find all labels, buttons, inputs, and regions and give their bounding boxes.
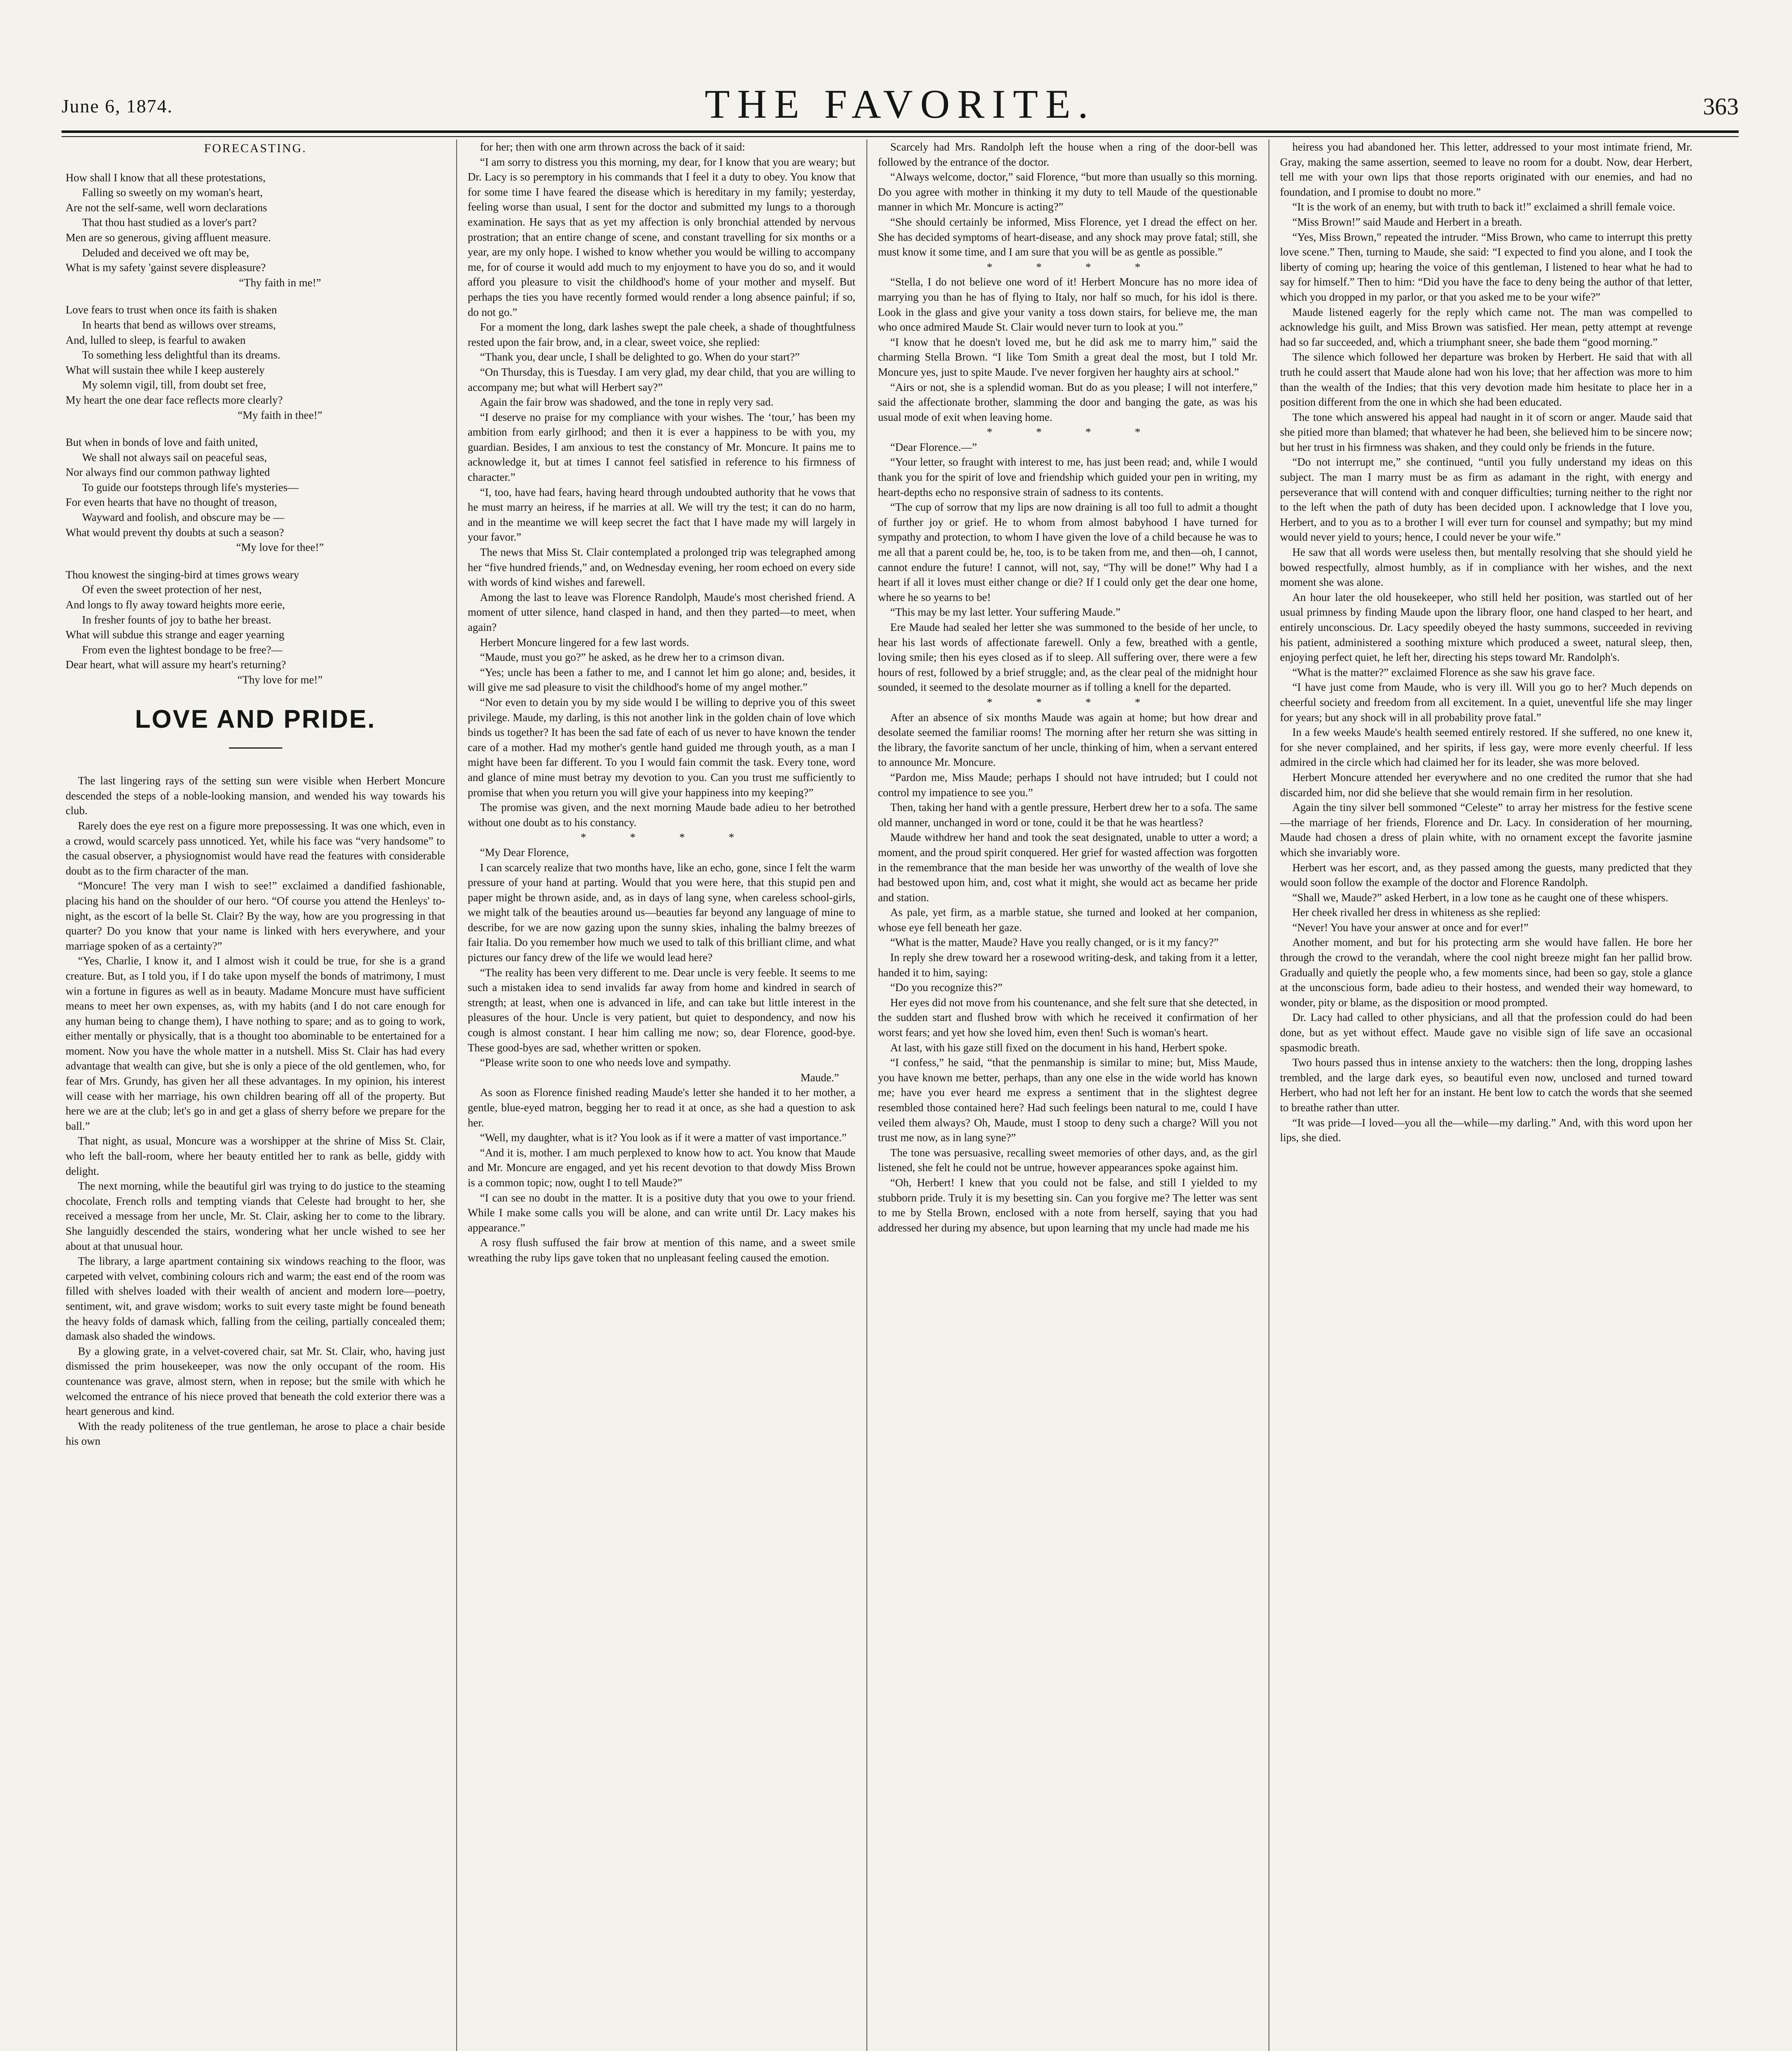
poem-stanza <box>66 170 445 290</box>
story-paragraph: Scarcely had Mrs. Randolph left the house when a ring of the door-bell was followed by the entrance of the doctor. <box>878 141 1257 168</box>
poem-line: What would prevent thy doubts at such a season? <box>66 526 284 539</box>
column-divider <box>456 139 457 2051</box>
issue-date: June 6, 1874. <box>62 96 173 116</box>
poem-line: And, lulled to sleep, is fearful to awaken <box>66 333 246 346</box>
story-paragraph: A rosy flush suffused the fair brow at mention of this name, and a sweet smile wreathing the ruby lips gave token that no unpleasant feeling caused the emotion. <box>468 1236 855 1264</box>
story-paragraph: After an absence of six months Maude was again at home; but how drear and desolate seemed the familiar rooms! The morning after her return she was sitting in the library, the favorite sanctum of her uncle, thinking of him, when a servant entered to announce Mr. Moncure. <box>878 711 1257 769</box>
title-rule <box>229 747 282 749</box>
story-paragraph: “Oh, Herbert! I knew that you could not be false, and still I yielded to my stubborn pride. Truly it is my besetting sin. Can you forgive me? The letter was sent to me by Stella Brown, enclosed with a note from herself, saying that you had addressed her during my absence, but upon learning that my uncle had made me his <box>878 1176 1257 1234</box>
poem-refrain: “My faith in thee!” <box>238 409 322 421</box>
section-break: * * * * <box>581 831 755 844</box>
story-paragraph: “Moncure! The very man I wish to see!” exclaimed a dandified fashionable, placing his hand on the shoulder of our hero. “Of course you attend the Henleys' to-night, as the escort of la belle St. Clair? By the way, how are you progressing in that quarter? Do you know that your name is linked with hers everywhere, and your marriage spoken of as a certainty?” <box>66 879 445 952</box>
poem-title: FORECASTING. <box>204 142 307 155</box>
story-paragraph: “Do not interrupt me,” she continued, “until you fully understand my ideas on this subject. The man I marry must be as firm as adamant in the right, with energy and perseverance that will contend with and conquer difficulties; turning neither to the right nor to the left when the path of duty has been decided upon. I acknowledge that I love you, Herbert, and to you as to a brother I will ever turn for counsel and sympathy; but my mind would never yield to yours; hence, I could never be your wife.” <box>1280 456 1692 544</box>
poem-line: My solemn vigil, till, from doubt set free, <box>82 379 266 391</box>
section-break: * * * * <box>987 696 1161 708</box>
story-paragraph: “Shall we, Maude?” asked Herbert, in a low tone as he caught one of these whispers. <box>1292 891 1669 904</box>
column-2-text <box>468 139 855 1265</box>
story-paragraph: The tone which answered his appeal had naught in it of scorn or anger. Maude said that she pitied more than blamed; that whatever he had been, she believed him to be sincere now; but her trust in his firmness was shaken, and they could only be friends in the future. <box>1280 411 1692 453</box>
poem-line: Love fears to trust when once its faith is shaken <box>66 304 277 316</box>
story-paragraph: “I can see no doubt in the matter. It is a positive duty that you owe to your friend. While I make some calls you will be alone, and can write until Dr. Lacy makes his appearance.” <box>468 1191 855 1234</box>
story-paragraph: “Airs or not, she is a splendid woman. But do as you please; I will not interfere,” said the affectionate brother, slamming the door and banging the gate, as was his usual mode of exit when leaving home. <box>878 381 1257 423</box>
story-paragraph: Her cheek rivalled her dress in whiteness as she replied: <box>1292 906 1541 919</box>
story-paragraph: The last lingering rays of the setting sun were visible when Herbert Moncure descended the steps of a noble-looking mansion, and wended his way towards his club. <box>66 774 445 817</box>
story-paragraph: “I deserve no praise for my compliance with your wishes. The ‘tour,’ has been my ambition from early girlhood; and then it is ever a happiness to be with you, my guardian. Besides, I am anxious to test the constancy of Mr. Moncure. It pains me to acknowledge it, but at times I cannot feel satisfied in reference to his firmness of character.” <box>468 411 855 484</box>
story-paragraph: Maude listened eagerly for the reply which came not. The man was compelled to acknowledge his guilt, and Miss Brown was satisfied. Her mean, petty attempt at revenge had so far succeeded, and, which a triumphant sneer, she bade them “good morning.” <box>1280 306 1692 348</box>
section-break: * * * * <box>987 260 1161 273</box>
poem-line: To guide our footsteps through life's mysteries— <box>82 481 299 493</box>
poem-line: In hearts that bend as willows over streams, <box>82 318 276 331</box>
story-paragraph: Then, taking her hand with a gentle pressure, Herbert drew her to a sofa. The same old manner, unchanged in word or tone, could it be that he was heartless? <box>878 801 1257 829</box>
story-paragraph: Rarely does the eye rest on a figure more prepossessing. It was one which, even in a crowd, would scarcely pass unnoticed. Yet, while his face was “very handsome” to the casual observer, a physiognomist would have read the features with considerable doubt as to the firm character of the man. <box>66 819 445 877</box>
poem-line: My heart the one dear face reflects more clearly? <box>66 393 283 406</box>
column-4 <box>1280 139 1692 2051</box>
story-paragraph: heiress you had abandoned her. This letter, addressed to your most intimate friend, Mr. Gray, making the same assertion, seemed to leave no room for a doubt. Now, dear Herbert, tell me with your own lips that those reports originated with our enemies, and had no foundation, and I promise to doubt no more.” <box>1280 141 1692 198</box>
story-paragraph: “Do you recognize this?” <box>890 981 1003 994</box>
poem-line: We shall not always sail on peaceful seas, <box>82 451 267 464</box>
story-paragraph: “Please write soon to one who needs love and sympathy. <box>480 1056 731 1069</box>
poem-line: And longs to fly away toward heights more eerie, <box>66 598 285 611</box>
story-paragraph: With the ready politeness of the true gentleman, he arose to place a chair beside his own <box>66 1420 445 1448</box>
story-paragraph: In reply she drew toward her a rosewood writing-desk, and taking from it a letter, handed it to him, saying: <box>878 951 1257 979</box>
story-paragraph: The tone was persuasive, recalling sweet memories of other days, and, as the girl listened, she felt he could not be untrue, however appearances spoke against him. <box>878 1146 1257 1174</box>
poem-line: In fresher founts of joy to bathe her breast. <box>82 613 272 626</box>
poem-line: But when in bonds of love and faith united, <box>66 436 258 449</box>
poem-line: Men are so generous, giving affluent measure. <box>66 231 271 244</box>
story-paragraph: The library, a large apartment containing six windows reaching to the floor, was carpeted with velvet, combining colours rich and warm; the east end of the room was filled with shelves loaded with their wealth of ancient and modern lore—poetry, sentiment, wit, and grave wisdom; works to suit every taste might be found beneath the heavy folds of damask which, falling from the ceiling, partially concealed them; damask also shaded the windows. <box>66 1255 445 1343</box>
story-paragraph: As pale, yet firm, as a marble statue, she turned and looked at her companion, whose eye fell beneath her gaze. <box>878 906 1257 934</box>
poem-stanza <box>66 302 445 423</box>
story-paragraph: “And it is, mother. I am much perplexed to know how to act. You know that Maude and Mr. Moncure are engaged, and yet his recent devotion to that dowdy Miss Brown is a common topic; now, ought I to tell Maude?” <box>468 1146 855 1189</box>
poem-body <box>66 170 445 687</box>
story-paragraph: “Yes, Miss Brown,” repeated the intruder. “Miss Brown, who came to interrupt this pretty love scene.” Then, turning to Maude, she said: “I expected to find you alone, and I took the liberty of coming up; hearing the voice of this gentleman, I listened to hear what he had to say for himself.” Then to him: “Did you have the face to deny being the author of that letter, which you dropped in my parlor, or that you asked me to be your wife?” <box>1280 231 1692 303</box>
story-paragraph: In a few weeks Maude's health seemed entirely restored. If she suffered, no one knew it, for she never complained, and her spirits, if less gay, were more evenly cheerful. If less admired in the circle which had claimed her for its leader, she was more beloved. <box>1280 726 1692 769</box>
poem-stanza <box>66 435 445 555</box>
story-paragraph: “I am sorry to distress you this morning, my dear, for I know that you are weary; but Dr. Lacy is so peremptory in his commands that I feel it a duty to obey. You know that for some time I have feared the disease which is hereditary in my family; yesterday, feeling worse than usual, I sent for the doctor and submitted my lungs to a thorough examination. He says that as yet my affection is only bronchial attended by nervous prostration; that an entire change of scene, and constant travelling for six months or a year, are my only hope. I wished to know whether you would be willing to accompany me, for of course it would add much to my enjoyment to have you do so, and it would afford you pleasure to visit the childhood's home of your mother and myself. But perhaps the ties you have recently formed would render a long absence painful; if so, do not go.” <box>468 155 855 318</box>
poem-line: Deluded and deceived we oft may be, <box>82 246 249 259</box>
masthead-rule-thin <box>62 136 1739 137</box>
column-4-text <box>1280 139 1692 1145</box>
story-paragraph: Another moment, and but for his protecting arm she would have fallen. He bore her through the crowd to the verandah, where the cool night breeze might fan her pallid brow. Gradually and quietly the people who, a few moments since, had been so gay, stole a glance at the unconscious form, bade adieu to their hostess, and wended their way homeward, to wonder, pity or blame, as the disposition or mood prompted. <box>1280 936 1692 1009</box>
story-paragraph: Again the tiny silver bell sommoned “Celeste” to array her mistress for the festive scene—the marriage of her friends, Florence and Dr. Lacy. In consideration of her mourning, Maude had chosen a dress of plain white, with no ornament except the favorite jasmine which she invariably wore. <box>1280 801 1692 859</box>
story-paragraph: “This may be my last letter. Your suffering Maude.” <box>890 606 1121 619</box>
column-1 <box>66 139 445 2051</box>
poem-line: How shall I know that all these protestations, <box>66 171 266 184</box>
poem-refrain: “Thy faith in me!” <box>239 276 321 289</box>
story-paragraph: At last, with his gaze still fixed on the document in his hand, Herbert spoke. <box>890 1041 1227 1054</box>
story-paragraph: “Thank you, dear uncle, I shall be delighted to go. When do your start?” <box>480 351 800 363</box>
story-paragraph: The promise was given, and the next morning Maude bade adieu to her betrothed without one doubt as to his constancy. <box>468 801 855 829</box>
poem-line: Are not the self-same, well worn declarations <box>66 201 267 214</box>
column-3 <box>878 139 1257 2051</box>
poem-refrain: “Thy love for me!” <box>237 674 323 686</box>
story-paragraph: Among the last to leave was Florence Randolph, Maude's most cherished friend. A moment of utter silence, hand clasped in hand, and then they parted—to meet, when again? <box>468 591 855 633</box>
story-paragraph: “Never! You have your answer at once and for ever!” <box>1292 921 1529 934</box>
story-paragraph: “The cup of sorrow that my lips are now draining is all too full to admit a thought of further joy or grief. He to whom from almost babyhood I have turned for sympathy and protection, to whom I have given the love of a child because he was to me all that a parent could be, he, too, is to be taken from me, and then—oh, I cannot, cannot endure the future! I cannot, will not, say, “Thy will be done!” Why had I a heart if all it loves must either change or die? If I could only get the dear one home, where he so yearns to be! <box>878 501 1257 603</box>
story-paragraph: “It was pride—I loved—you all the—while—my darling.” And, with this word upon her lips, she died. <box>1280 1116 1692 1144</box>
story-paragraph: “On Thursday, this is Tuesday. I am very glad, my dear child, that you are willing to accompany me; but what will Herbert say?” <box>468 365 855 393</box>
poem-line: From even the lightest bondage to be free?— <box>82 643 283 656</box>
poem-line: Of even the sweet protection of her nest, <box>82 583 262 596</box>
story-paragraph: “What is the matter?” exclaimed Florence as she saw his grave face. <box>1292 666 1595 678</box>
story-paragraph: “Maude, must you go?” he asked, as he drew her to a crimson divan. <box>480 651 785 664</box>
story-paragraph: “I, too, have had fears, having heard through undoubted authority that he vows that he must marry an heiress, if he marries at all. We will try the test; it can do no harm, and in the meantime we will keep secret the fact that I have made my will largely in your favor.” <box>468 486 855 544</box>
story-paragraph: “What is the matter, Maude? Have you really changed, or is it my fancy?” <box>890 936 1219 949</box>
poem-line: Falling so sweetly on my woman's heart, <box>82 186 263 199</box>
story-paragraph: “I confess,” he said, “that the penmanship is similar to mine; but, Miss Maude, you have known me better, perhaps, than any one else in the wide world has known me; have you ever heard me express a sentiment that in the slightest degree resembled those contained here? Had such feelings been natural to me, could I have veiled them always? Oh, Maude, must I stoop to deny such a charge? Will you not trust me now, as in lang syne?” <box>878 1056 1257 1144</box>
letter-salutation: “My Dear Florence, <box>480 846 569 859</box>
poem-line: Wayward and foolish, and obscure may be — <box>82 511 284 524</box>
story-paragraph: Again the fair brow was shadowed, and the tone in reply very sad. <box>480 396 774 409</box>
poem-line: Dear heart, what will assure my heart's returning? <box>66 658 286 671</box>
masthead-rule-thick <box>62 130 1739 133</box>
page-number: 363 <box>1703 93 1739 120</box>
poem-line: What is my safety 'gainst severe displeasure? <box>66 261 266 274</box>
story-paragraph: That night, as usual, Moncure was a worshipper at the shrine of Miss St. Clair, who left the ball-room, where her beauty entitled her to rank as belle, giddy with delight. <box>66 1135 445 1177</box>
story-paragraph: “Well, my daughter, what is it? You look as if it were a matter of vast importance.” <box>480 1131 847 1144</box>
story-paragraph: Ere Maude had sealed her letter she was summoned to the beside of her uncle, to hear his last words of affectionate farewell. Only a few, breathed with a gentle, loving smile; then his eyes closed as if to sleep. All suffering over, there were a few hours of rest, followed by a brief struggle; and, as the clear peal of the midnight hour sounded, it seemed to the desolate mourner as if tolling a knell for the departed. <box>878 621 1257 694</box>
newspaper-title: THE FAVORITE. <box>704 81 1096 127</box>
story-paragraph: An hour later the old housekeeper, who still held her position, was startled out of her usual primness by finding Maude upon the library floor, one hand clasped to her heart, and entirely unconscious. Dr. Lacy speedily obeyed the hasty summons, succeeded in reviving his patient, administered a soothing mixture which produced a sweet, natural sleep, then, enjoying perfect quiet, he left her, directing his steps toward Mr. Randolph's. <box>1280 591 1692 664</box>
poem-line: What will subdue this strange and eager yearning <box>66 628 285 641</box>
story-paragraph: “Miss Brown!” said Maude and Herbert in a breath. <box>1292 215 1522 228</box>
story-title: LOVE AND PRIDE. <box>135 705 376 733</box>
story-paragraph: “I know that he doesn't loved me, but he did ask me to marry him,” said the charming Stella Brown. “I like Tom Smith a great deal the most, but I told Mr. Moncure yes, just to spite Maude. I've never forgiven her haughty airs at school.” <box>878 336 1257 378</box>
column-2 <box>468 139 855 2051</box>
column-divider <box>866 139 867 2051</box>
story-paragraph: Maude withdrew her hand and took the seat designated, unable to utter a word; a moment, and the proud spirit conquered. Her grief for wasted affection was forgotten in the remembrance that the man beside her was unworthy of the wealth of love she had bestowed upon him, and, cost what it might, she would act as became her pride and station. <box>878 831 1257 904</box>
story-paragraph: Dr. Lacy had called to other physicians, and all that the profession could do had been done, but as yet without effect. Maude gave no visible sign of life save an occasional spasmodic breath. <box>1280 1011 1692 1054</box>
poem-line: Nor always find our common pathway lighted <box>66 466 270 479</box>
story-paragraph: “I have just come from Maude, who is very ill. Will you go to her? Much depends on cheerful society and freedom from all excitement. In a quiet, uneventful life she may linger for years; but any shock will in all probability prove fatal.” <box>1280 681 1692 724</box>
story-paragraph: Herbert Moncure lingered for a few last words. <box>480 636 689 649</box>
story-paragraph: “Always welcome, doctor,” said Florence, “but more than usually so this morning. Do you agree with mother in thinking it my duty to tell Maude of the questionable manner in which Mr. Moncure is acting?” <box>878 171 1257 213</box>
story-paragraph: As soon as Florence finished reading Maude's letter she handed it to her mother, a gentle, blue-eyed matron, begging her to read it at once, as she had a question to ask her. <box>468 1086 855 1129</box>
story-paragraph: “Yes; uncle has been a father to me, and I cannot let him go alone; and, besides, it will give me sad pleasure to visit the childhood's home of my angel mother.” <box>468 666 855 694</box>
story-paragraph: for her; then with one arm thrown across the back of it said: <box>480 141 745 153</box>
story-paragraph: “It is the work of an enemy, but with truth to back it!” exclaimed a shrill female voice. <box>1292 201 1675 213</box>
story-paragraph: “Nor even to detain you by my side would I be willing to deprive you of this sweet privilege. Maude, my darling, is this not another link in the golden chain of love which binds us together? It has been the sad fate of each of us never to have known the tender care of a mother. Had my mother's gentle hand guided me through youth, as a man I might have been far different. To you I would fain commit the task. Every tone, word and glance of mine must betray my devotion to you. Can you trust me sufficiently to promise that when you return you will give your happiness into my keeping?” <box>468 696 855 799</box>
story-paragraph: “Stella, I do not believe one word of it! Herbert Moncure has no more idea of marrying you than he has of flying to Italy, nor half so much, for his idol is there. Look in the glass and give your vanity a toss down stairs, for believe me, the man who once admired Maude St. Clair would never turn to look at you.” <box>878 276 1257 333</box>
story-paragraph: I can scarcely realize that two months have, like an echo, gone, since I felt the warm pressure of your hand at parting. Would that you were here, that this stupid pen and paper might be thrown aside, and, as in days of lang syne, when careless school-girls, we might talk of the beauties around us—beauties far beyond any language of mine to describe, for we are now gazing upon the sunny skies, inhaling the balmy breezes of fair Italia. Do you remember how much we used to talk of this brilliant clime, and what pictures our fancy drew of the life we would lead here? <box>468 861 855 964</box>
story-paragraph: Herbert Moncure attended her everywhere and no one credited the rumor that she had discarded him, nor did she believe that she would remain firm in her resolution. <box>1280 771 1692 799</box>
story-paragraph: By a glowing grate, in a velvet-covered chair, sat Mr. St. Clair, who, having just dismissed the prim housekeeper, was now the only occupant of the room. His countenance was grave, almost stern, when in repose; but the smile with which he welcomed the entrance of his niece proved that beneath the cold exterior there was a heart generous and kind. <box>66 1345 445 1418</box>
section-break: * * * * <box>987 426 1161 439</box>
story-paragraph: “Yes, Charlie, I know it, and I almost wish it could be true, for she is a grand creature. But, as I told you, if I do take upon myself the bonds of matrimony, I must win a fortune in figures as well as in beauty. Madame Moncure must have sufficient means to meet her own expenses, as, with my habits (and I do not care enough for any human being to change them), I have nothing to spare; and as to going to work, either mentally or physically, that is a thought too abominable to be entertained for a moment. Now you have the whole matter in a nutshell. Miss St. Clair has had every advantage that wealth can give, but she is only a piece of the old gentlemen, who, for fear of Mrs. Grundy, has given her all these advantages. In my opinion, his interest will cease with her marriage, his own children bearing off all of the property. But here we are at the club; let's go in and get a glass of sherry before we prepare for the ball.” <box>66 955 445 1132</box>
story-paragraph: “She should certainly be informed, Miss Florence, yet I dread the effect on her. She has decided symptoms of heart-disease, and any shock may prove fatal; still, she must know it some time, and I am sure that you will be as gentle as possible.” <box>878 215 1257 258</box>
story-paragraph: The next morning, while the beautiful girl was trying to do justice to the steaming chocolate, French rolls and tempting viands that Celeste had brought to her, she received a message from her uncle, Mr. St. Clair, asking her to come to the library. She languidly descended the stairs, wondering what her uncle wished to see her about at that unusual hour. <box>66 1180 445 1252</box>
story-paragraph: The silence which followed her departure was broken by Herbert. He said that with all truth he could assert that Maude alone had won his love; that her affection was more to him than the wealth of the Indies; that this very devotion made him hesitate to place her in a position different from the one in which she had been educated. <box>1280 351 1692 409</box>
poem-line: For even hearts that have no thought of treason, <box>66 496 277 509</box>
poem-line: That thou hast studied as a lover's part? <box>82 216 257 229</box>
letter-salutation: “Dear Florence.—” <box>890 441 977 453</box>
story-paragraph: The news that Miss St. Clair contemplated a prolonged trip was telegraphed among her “five hundred friends,” and, on Wednesday evening, her room echoed on every side with words of kind wishes and farewell. <box>468 546 855 589</box>
story-paragraph: “Pardon me, Miss Maude; perhaps I should not have intruded; but I could not control my impatience to see you.” <box>878 771 1257 799</box>
column-1-text <box>66 773 445 1449</box>
masthead <box>62 80 1739 130</box>
story-paragraph: Herbert was her escort, and, as they passed among the guests, many predicted that they would soon follow the example of the doctor and Florence Randolph. <box>1280 861 1692 889</box>
letter-signature: Maude.” <box>800 1071 839 1084</box>
poem-line: Thou knowest the singing-bird at times grows weary <box>66 568 299 581</box>
poem-stanza <box>66 567 445 687</box>
poem-line: To something less delightful than its dreams. <box>82 349 281 361</box>
story-paragraph: For a moment the long, dark lashes swept the pale cheek, a shade of thoughtfulness rested upon the fair brow, and, in a clear, sweet voice, she replied: <box>468 321 855 348</box>
story-paragraph: Two hours passed thus in intense anxiety to the watchers: then the long, dropping lashes trembled, and the large dark eyes, so beautiful even now, unclosed and turned toward Herbert, who had not left her for an instant. He bent low to catch the words that she seemed to breathe rather than utter. <box>1280 1056 1692 1114</box>
column-3-text <box>878 139 1257 1235</box>
poem-refrain: “My love for thee!” <box>236 541 324 554</box>
story-paragraph: Her eyes did not move from his countenance, and she felt sure that she detected, in the sudden start and flushed brow with which he received it confirmation of her worst fears; and yet how she loved him, even then! Such is woman's heart. <box>878 996 1257 1039</box>
story-paragraph: “The reality has been very different to me. Dear uncle is very feeble. It seems to me such a mistaken idea to send invalids far away from home and kindred in search of strength; at least, when one is advanced in life, and can take but little interest in the pleasures of the hour. Uncle is very patient, but quiet to despondency, and now his cough is almost constant. I hear him calling me now; so, dear Florence, good-bye. These good-byes are sad, whether written or spoken. <box>468 966 855 1054</box>
story-paragraph: “Your letter, so fraught with interest to me, has just been read; and, while I would thank you for the spirit of love and friendship which guided your pen in writing, my heart-depths echo no responsive strain of sadness to its contents. <box>878 456 1257 498</box>
story-paragraph: He saw that all words were useless then, but mentally resolving that she should yield he bowed respectfully, almost humbly, as if in compliance with her wishes, and the next moment she was alone. <box>1280 546 1692 589</box>
poem-line: What will sustain thee while I keep austerely <box>66 363 265 376</box>
